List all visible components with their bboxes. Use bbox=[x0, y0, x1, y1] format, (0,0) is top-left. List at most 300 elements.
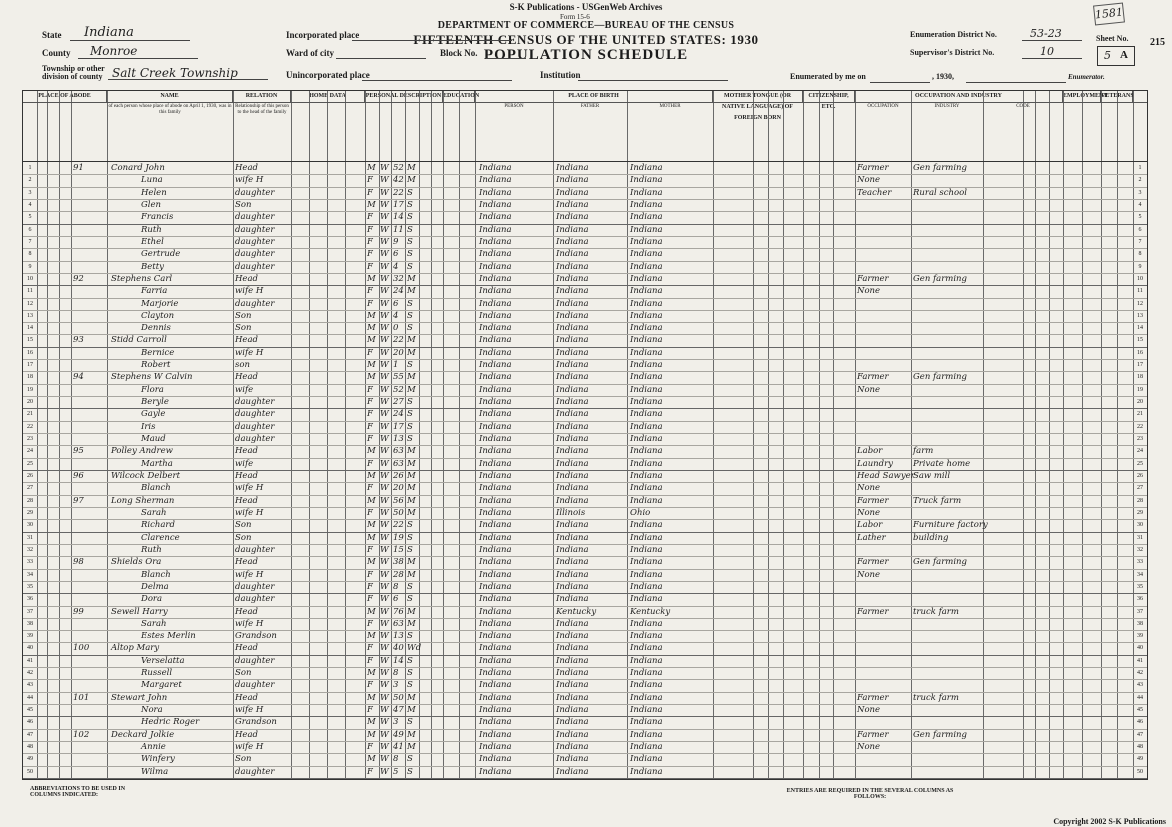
row-number-right: 4 bbox=[1138, 201, 1142, 208]
row-number-right: 3 bbox=[1138, 189, 1142, 196]
race: W bbox=[380, 360, 389, 371]
mother-birthplace: Indiana bbox=[630, 409, 663, 420]
footer-instructions bbox=[22, 782, 1146, 820]
marital-status: M bbox=[407, 175, 416, 186]
person-birthplace: Indiana bbox=[479, 421, 512, 432]
column-rule bbox=[309, 91, 310, 779]
family-number: 96 bbox=[73, 471, 84, 481]
relation: daughter bbox=[235, 655, 275, 666]
relation: wife H bbox=[235, 347, 264, 358]
family-number: 101 bbox=[73, 692, 90, 703]
industry: truck farm bbox=[913, 606, 959, 617]
mother-birthplace: Indiana bbox=[630, 261, 663, 272]
age: 32 bbox=[393, 273, 404, 284]
occupation: Laundry bbox=[857, 458, 893, 469]
age: 6 bbox=[393, 298, 399, 309]
race: W bbox=[380, 434, 389, 445]
person-name: Stephens W Calvin bbox=[111, 372, 193, 383]
row-number: 25 bbox=[27, 460, 33, 467]
column-rule bbox=[459, 91, 460, 779]
marital-status: S bbox=[407, 421, 413, 432]
marital-status: M bbox=[407, 335, 416, 346]
person-name: Flora bbox=[141, 384, 164, 395]
row-number: 39 bbox=[27, 633, 33, 640]
race: W bbox=[380, 544, 389, 555]
father-birthplace: Indiana bbox=[556, 692, 589, 703]
relation: Head bbox=[235, 372, 258, 383]
age: 28 bbox=[393, 569, 404, 580]
column-rule bbox=[783, 91, 784, 779]
person-name: Dennis bbox=[141, 323, 171, 334]
publisher-line: S-K Publications - USGenWeb Archives bbox=[509, 2, 663, 12]
mother-birthplace: Indiana bbox=[630, 705, 663, 716]
occupation: None bbox=[857, 483, 881, 494]
row-number-right: 18 bbox=[1137, 374, 1143, 381]
person-birthplace: Indiana bbox=[479, 273, 512, 284]
industry: truck farm bbox=[913, 692, 959, 703]
race: W bbox=[380, 421, 389, 432]
column-group-header: RELATION bbox=[233, 91, 291, 102]
marital-status: S bbox=[407, 409, 413, 420]
marital-status: S bbox=[407, 532, 413, 543]
occupation: None bbox=[857, 175, 881, 186]
column-group-header: PLACE OF ABODE bbox=[23, 91, 107, 102]
person-birthplace: Indiana bbox=[479, 224, 512, 235]
person-birthplace: Indiana bbox=[479, 409, 512, 420]
marital-status: S bbox=[407, 360, 413, 371]
person-name: Stephens Carl bbox=[111, 273, 173, 284]
age: 47 bbox=[393, 705, 404, 716]
father-birthplace: Indiana bbox=[556, 458, 589, 469]
column-rule bbox=[59, 91, 60, 779]
sex: F bbox=[367, 187, 373, 198]
row-number-right: 39 bbox=[1137, 633, 1143, 640]
column-rule bbox=[431, 91, 432, 779]
father-birthplace: Indiana bbox=[556, 680, 589, 691]
father-birthplace: Indiana bbox=[556, 273, 589, 284]
sex: F bbox=[367, 766, 373, 777]
age: 38 bbox=[393, 557, 404, 568]
mother-birthplace: Indiana bbox=[630, 175, 663, 186]
family-number: 94 bbox=[73, 372, 84, 383]
age: 24 bbox=[393, 286, 404, 297]
row-number: 9 bbox=[28, 263, 32, 270]
column-rule bbox=[911, 91, 912, 779]
row-number-right: 30 bbox=[1137, 522, 1143, 529]
row-number: 10 bbox=[27, 275, 33, 282]
father-birthplace: Indiana bbox=[556, 717, 589, 728]
occupation: Farmer bbox=[857, 692, 889, 703]
state-value: Indiana bbox=[84, 25, 134, 40]
father-birthplace: Indiana bbox=[556, 409, 589, 420]
father-birthplace: Indiana bbox=[556, 298, 589, 309]
relation: Head bbox=[235, 606, 258, 617]
marital-status: M bbox=[407, 446, 416, 457]
marital-status: M bbox=[407, 742, 416, 753]
mother-birthplace: Indiana bbox=[630, 557, 663, 568]
age: 6 bbox=[393, 594, 399, 605]
person-name: Maud bbox=[141, 434, 166, 445]
sex: M bbox=[367, 631, 376, 642]
row-number-right: 42 bbox=[1137, 670, 1143, 677]
father-birthplace: Indiana bbox=[556, 347, 589, 358]
father-birthplace: Indiana bbox=[556, 421, 589, 432]
age: 41 bbox=[393, 742, 404, 753]
column-rule bbox=[365, 91, 366, 779]
mother-birthplace: Indiana bbox=[630, 273, 663, 284]
industry: Gen farming bbox=[913, 163, 967, 173]
father-birthplace: Indiana bbox=[556, 618, 589, 629]
age: 1 bbox=[393, 360, 399, 371]
marital-status: S bbox=[407, 680, 413, 691]
sex: M bbox=[367, 372, 376, 383]
race: W bbox=[380, 163, 389, 173]
person-birthplace: Indiana bbox=[479, 310, 512, 321]
relation: Son bbox=[235, 520, 252, 531]
row-number-right: 37 bbox=[1137, 608, 1143, 615]
county-label: County bbox=[42, 48, 71, 58]
column-rule bbox=[855, 91, 856, 779]
person-birthplace: Indiana bbox=[479, 507, 512, 518]
row-number: 34 bbox=[27, 571, 33, 578]
row-number-right: 43 bbox=[1137, 682, 1143, 689]
marital-status: S bbox=[407, 631, 413, 642]
row-number-right: 34 bbox=[1137, 571, 1143, 578]
person-birthplace: Indiana bbox=[479, 286, 512, 297]
person-birthplace: Indiana bbox=[479, 594, 512, 605]
age: 13 bbox=[393, 434, 404, 445]
mother-birthplace: Indiana bbox=[630, 618, 663, 629]
marital-status: S bbox=[407, 581, 413, 592]
person-name: Bernice bbox=[141, 347, 175, 358]
father-birthplace: Indiana bbox=[556, 569, 589, 580]
person-birthplace: Indiana bbox=[479, 261, 512, 272]
race: W bbox=[380, 680, 389, 691]
marital-status: M bbox=[407, 618, 416, 629]
column-header-name: of each person whose place of abode on April 1, 1930, was in this family bbox=[108, 104, 232, 115]
relation: wife bbox=[235, 384, 254, 395]
age: 42 bbox=[393, 175, 404, 186]
father-birthplace: Indiana bbox=[556, 323, 589, 334]
row-number: 23 bbox=[27, 436, 33, 443]
age: 11 bbox=[393, 224, 404, 235]
row-number: 42 bbox=[27, 670, 33, 677]
row-number: 47 bbox=[27, 731, 33, 738]
row-number-right: 41 bbox=[1137, 657, 1143, 664]
person-name: Stidd Carroll bbox=[111, 335, 167, 346]
marital-status: M bbox=[407, 273, 416, 284]
relation: daughter bbox=[235, 594, 275, 605]
age: 20 bbox=[393, 347, 404, 358]
row-number-right: 31 bbox=[1137, 534, 1143, 541]
column-group-header: NAME bbox=[107, 91, 233, 102]
age: 8 bbox=[393, 581, 399, 592]
mother-birthplace: Ohio bbox=[630, 507, 651, 518]
occupation: None bbox=[857, 286, 881, 297]
race: W bbox=[380, 409, 389, 420]
age: 15 bbox=[393, 544, 404, 555]
relation: Head bbox=[235, 692, 258, 703]
mother-birthplace: Indiana bbox=[630, 298, 663, 309]
person-birthplace: Indiana bbox=[479, 544, 512, 555]
row-number: 38 bbox=[27, 620, 33, 627]
age: 50 bbox=[393, 692, 404, 703]
marital-status: M bbox=[407, 557, 416, 568]
person-birthplace: Indiana bbox=[479, 384, 512, 395]
occupation: Teacher bbox=[857, 187, 892, 198]
race: W bbox=[380, 384, 389, 395]
row-number-right: 5 bbox=[1138, 214, 1142, 221]
marital-status: S bbox=[407, 236, 413, 247]
age: 76 bbox=[393, 606, 404, 617]
copyright: Copyright 2002 S-K Publications bbox=[1053, 817, 1166, 826]
row-number: 7 bbox=[28, 238, 32, 245]
age: 14 bbox=[393, 212, 404, 223]
marital-status: S bbox=[407, 261, 413, 272]
occupation: Farmer bbox=[857, 372, 889, 383]
person-birthplace: Indiana bbox=[479, 618, 512, 629]
sex: F bbox=[367, 434, 373, 445]
person-name: Hedric Roger bbox=[141, 717, 200, 728]
row-rule bbox=[23, 778, 1147, 779]
industry: Gen farming bbox=[913, 273, 967, 284]
column-header-industry: INDUSTRY bbox=[934, 104, 960, 109]
row-number-right: 49 bbox=[1137, 756, 1143, 763]
column-rule bbox=[443, 91, 444, 779]
row-number-right: 1 bbox=[1138, 165, 1142, 171]
row-number: 43 bbox=[27, 682, 33, 689]
column-rule bbox=[833, 91, 834, 779]
supervisor-district-value: 10 bbox=[1040, 45, 1054, 58]
family-number: 95 bbox=[73, 446, 84, 457]
sex: F bbox=[367, 507, 373, 518]
row-number: 50 bbox=[27, 768, 33, 775]
column-header-relation: Relationship of this person to the head of the family bbox=[235, 104, 289, 115]
relation: Head bbox=[235, 557, 258, 568]
industry: Gen farming bbox=[913, 557, 967, 568]
age: 3 bbox=[393, 717, 399, 728]
relation: daughter bbox=[235, 766, 275, 777]
relation: daughter bbox=[235, 544, 275, 555]
age: 20 bbox=[393, 483, 404, 494]
relation: wife bbox=[235, 458, 254, 469]
row-number-right: 11 bbox=[1137, 288, 1143, 295]
race: W bbox=[380, 310, 389, 321]
person-birthplace: Indiana bbox=[479, 323, 512, 334]
sex: F bbox=[367, 236, 373, 247]
row-number-right: 44 bbox=[1137, 694, 1143, 701]
race: W bbox=[380, 668, 389, 679]
sex: F bbox=[367, 421, 373, 432]
row-number: 11 bbox=[27, 288, 33, 295]
row-number: 15 bbox=[27, 337, 33, 344]
marital-status: S bbox=[407, 199, 413, 210]
relation: wife H bbox=[235, 507, 264, 518]
marital-status: S bbox=[407, 249, 413, 260]
race: W bbox=[380, 692, 389, 703]
person-name: Gayle bbox=[141, 409, 166, 420]
age: 52 bbox=[393, 163, 404, 173]
father-birthplace: Kentucky bbox=[556, 606, 597, 617]
person-name: Iris bbox=[141, 421, 156, 432]
family-number: 92 bbox=[73, 273, 84, 284]
person-name: Ethel bbox=[141, 236, 164, 247]
row-number-right: 20 bbox=[1137, 399, 1143, 406]
mother-birthplace: Indiana bbox=[630, 668, 663, 679]
father-birthplace: Indiana bbox=[556, 631, 589, 642]
age: 8 bbox=[393, 754, 399, 765]
father-birthplace: Indiana bbox=[556, 384, 589, 395]
person-name: Polley Andrew bbox=[111, 446, 173, 457]
mother-birthplace: Indiana bbox=[630, 495, 663, 506]
mother-birthplace: Indiana bbox=[630, 163, 663, 173]
age: 8 bbox=[393, 668, 399, 679]
race: W bbox=[380, 236, 389, 247]
relation: Son bbox=[235, 754, 252, 765]
mother-birthplace: Indiana bbox=[630, 581, 663, 592]
sex: F bbox=[367, 224, 373, 235]
race: W bbox=[380, 298, 389, 309]
father-birthplace: Indiana bbox=[556, 224, 589, 235]
father-birthplace: Indiana bbox=[556, 249, 589, 260]
relation: wife H bbox=[235, 742, 264, 753]
age: 56 bbox=[393, 495, 404, 506]
column-rule bbox=[713, 91, 714, 779]
header-bottom-rule bbox=[23, 161, 1147, 162]
township-value: Salt Creek Township bbox=[112, 66, 238, 80]
column-rule bbox=[1063, 91, 1064, 779]
age: 50 bbox=[393, 507, 404, 518]
person-birthplace: Indiana bbox=[479, 446, 512, 457]
relation: daughter bbox=[235, 187, 275, 198]
race: W bbox=[380, 643, 389, 654]
family-number: 97 bbox=[73, 495, 84, 506]
marital-status: M bbox=[407, 692, 416, 703]
row-number-right: 10 bbox=[1137, 275, 1143, 282]
race: W bbox=[380, 372, 389, 383]
relation: wife H bbox=[235, 618, 264, 629]
marital-status: M bbox=[407, 163, 416, 173]
father-birthplace: Indiana bbox=[556, 175, 589, 186]
page-number: 215 bbox=[1150, 37, 1165, 48]
row-number: 46 bbox=[27, 719, 33, 726]
person-birthplace: Indiana bbox=[479, 606, 512, 617]
sex: F bbox=[367, 594, 373, 605]
occupation: Farmer bbox=[857, 273, 889, 284]
mother-birthplace: Indiana bbox=[630, 594, 663, 605]
sex: F bbox=[367, 618, 373, 629]
person-name: Margaret bbox=[141, 680, 182, 691]
row-number: 37 bbox=[27, 608, 33, 615]
age: 26 bbox=[393, 471, 404, 481]
occupation: Labor bbox=[857, 446, 883, 457]
person-name: Luna bbox=[141, 175, 163, 186]
race: W bbox=[380, 581, 389, 592]
relation: Head bbox=[235, 446, 258, 457]
row-number: 12 bbox=[27, 300, 33, 307]
occupation: Farmer bbox=[857, 557, 889, 568]
person-birthplace: Indiana bbox=[479, 175, 512, 186]
race: W bbox=[380, 286, 389, 297]
father-birthplace: Indiana bbox=[556, 187, 589, 198]
row-number: 6 bbox=[28, 226, 32, 233]
race: W bbox=[380, 594, 389, 605]
mother-birthplace: Indiana bbox=[630, 360, 663, 371]
mother-birthplace: Indiana bbox=[630, 729, 663, 740]
marital-status: M bbox=[407, 347, 416, 358]
person-birthplace: Indiana bbox=[479, 742, 512, 753]
row-number: 29 bbox=[27, 509, 33, 516]
father-birthplace: Indiana bbox=[556, 668, 589, 679]
mother-birthplace: Indiana bbox=[630, 717, 663, 728]
mother-birthplace: Indiana bbox=[630, 434, 663, 445]
marital-status: M bbox=[407, 507, 416, 518]
column-group-header: CITIZENSHIP, ETC. bbox=[803, 91, 855, 102]
row-number-right: 25 bbox=[1137, 460, 1143, 467]
sex: M bbox=[367, 495, 376, 506]
father-birthplace: Indiana bbox=[556, 495, 589, 506]
father-birthplace: Indiana bbox=[556, 581, 589, 592]
race: W bbox=[380, 212, 389, 223]
row-number-right: 13 bbox=[1137, 312, 1143, 319]
row-number-right: 48 bbox=[1137, 744, 1143, 751]
father-birthplace: Indiana bbox=[556, 544, 589, 555]
father-birthplace: Indiana bbox=[556, 643, 589, 654]
sex: M bbox=[367, 163, 376, 173]
age: 13 bbox=[393, 631, 404, 642]
person-name: Robert bbox=[141, 360, 171, 371]
person-name: Deckard Jolkie bbox=[111, 729, 175, 740]
person-name: Martha bbox=[141, 458, 173, 469]
mother-birthplace: Indiana bbox=[630, 532, 663, 543]
father-birthplace: Indiana bbox=[556, 471, 589, 481]
row-number: 19 bbox=[27, 386, 33, 393]
relation: Son bbox=[235, 199, 252, 210]
race: W bbox=[380, 175, 389, 186]
race: W bbox=[380, 249, 389, 260]
row-number-right: 47 bbox=[1137, 731, 1143, 738]
sex: F bbox=[367, 384, 373, 395]
marital-status: M bbox=[407, 495, 416, 506]
age: 24 bbox=[393, 409, 404, 420]
sex: F bbox=[367, 680, 373, 691]
occupation: Labor bbox=[857, 520, 883, 531]
mother-birthplace: Indiana bbox=[630, 421, 663, 432]
column-rule bbox=[419, 91, 420, 779]
row-number: 41 bbox=[27, 657, 33, 664]
father-birthplace: Indiana bbox=[556, 655, 589, 666]
row-number-right: 23 bbox=[1137, 436, 1143, 443]
marital-status: M bbox=[407, 483, 416, 494]
person-birthplace: Indiana bbox=[479, 754, 512, 765]
father-birthplace: Illinois bbox=[556, 507, 586, 518]
person-name: Annie bbox=[141, 742, 166, 753]
row-number-right: 9 bbox=[1138, 263, 1142, 270]
sex: M bbox=[367, 471, 376, 481]
father-birthplace: Indiana bbox=[556, 163, 589, 173]
person-name: Betty bbox=[141, 261, 164, 272]
row-number: 30 bbox=[27, 522, 33, 529]
row-number-right: 16 bbox=[1137, 349, 1143, 356]
age: 4 bbox=[393, 261, 399, 272]
row-number-right: 12 bbox=[1137, 300, 1143, 307]
row-number-right: 33 bbox=[1137, 559, 1143, 566]
abbreviations-title: ABBREVIATIONS TO BE USED IN COLUMNS INDICATED: bbox=[30, 786, 126, 798]
age: 6 bbox=[393, 249, 399, 260]
occupation: Farmer bbox=[857, 729, 889, 740]
sex: F bbox=[367, 544, 373, 555]
age: 19 bbox=[393, 532, 404, 543]
